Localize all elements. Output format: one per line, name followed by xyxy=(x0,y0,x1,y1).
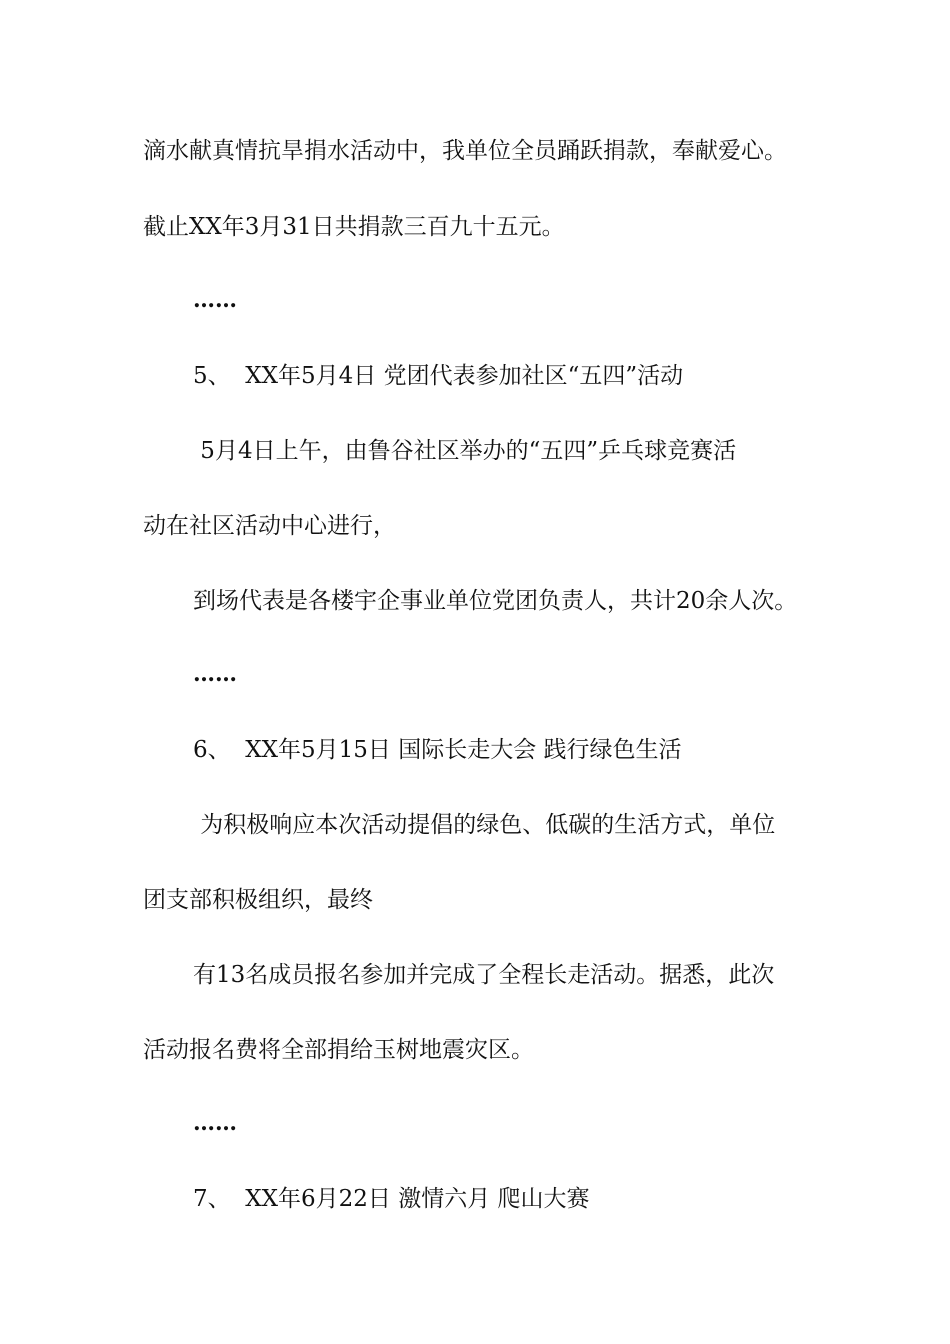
paragraph-line: 动在社区活动中心进行， xyxy=(143,513,396,539)
paragraph-line: 有13名成员报名参加并完成了全程长走活动。据悉，此次 xyxy=(193,962,775,988)
paragraph-line: 滴水献真情抗旱捐水活动中，我单位全员踊跃捐款，奉献爱心。 xyxy=(143,138,787,164)
ellipsis: …… xyxy=(193,1110,237,1136)
section-heading: 5、 XX年5月4日 党团代表参加社区“五四”活动 xyxy=(193,363,684,389)
paragraph-line: 活动报名费将全部捐给玉树地震灾区。 xyxy=(143,1037,534,1063)
section-heading: 6、 XX年5月15日 国际长走大会 践行绿色生活 xyxy=(193,737,682,763)
paragraph-line: 5月4日上午，由鲁谷社区举办的“五四”乒乓球竞赛活 xyxy=(193,438,737,464)
paragraph-line: 为积极响应本次活动提倡的绿色、低碳的生活方式，单位 xyxy=(193,812,776,838)
paragraph-line: 到场代表是各楼宇企事业单位党团负责人，共计20余人次。 xyxy=(193,588,798,614)
ellipsis: …… xyxy=(193,661,237,687)
paragraph-line: 团支部积极组织，最终 xyxy=(143,887,373,913)
paragraph-line: 截止XX年3月31日共捐款三百九十五元。 xyxy=(143,214,565,240)
section-heading: 7、 XX年6月22日 激情六月 爬山大赛 xyxy=(193,1186,590,1212)
ellipsis: …… xyxy=(193,287,237,313)
